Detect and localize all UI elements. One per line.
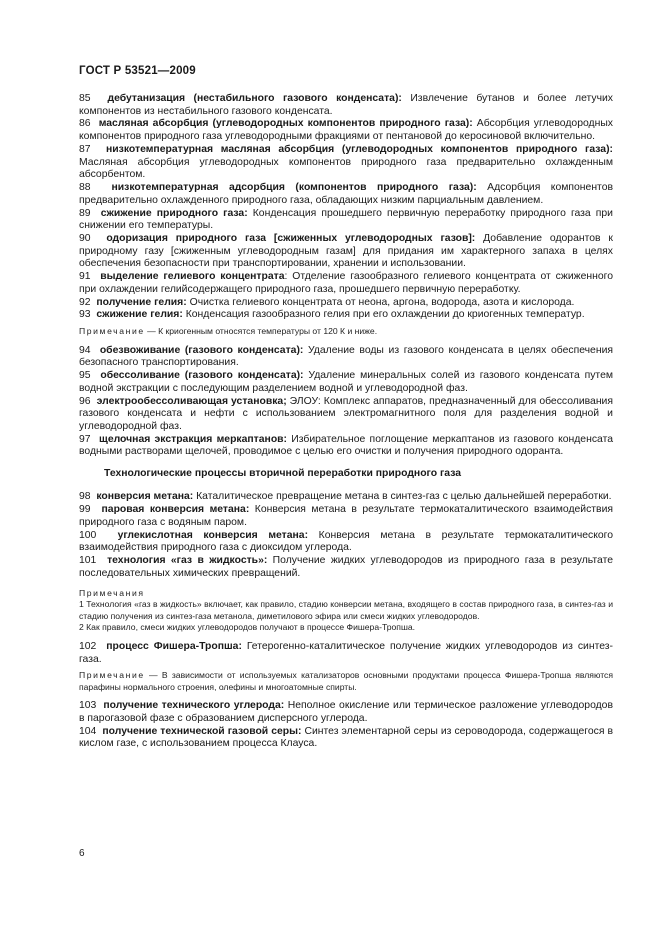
term-entry-91 <box>79 271 613 296</box>
term-name: обезвоживание (газового конденсата): <box>99 344 304 356</box>
term-definition: Добавление одорантов к природному газу [сжиженным углеводородным газам] для придания им характерного запаха в целях обеспечения безопасности при транспортировании, хранении и использовании. <box>79 233 613 270</box>
term-number: 104 <box>79 725 97 737</box>
term-definition: Гетерогенно-каталитическое получение жидких углеводородов из синтез-газа. <box>79 640 613 665</box>
term-entry-89 <box>79 208 613 233</box>
term-name: паровая конверсия метана: <box>101 504 250 516</box>
term-definition: Удаление минеральных солей из газового конденсата путем водной экстракции с последующим разделением водной и углеводородной фаз. <box>79 370 613 394</box>
term-definition: Очистка гелиевого концентрата от неона, аргона, водорода, азота и кислорода. <box>186 296 575 308</box>
term-number: 89 <box>79 207 91 219</box>
term-name: получение технического углерода: <box>103 700 285 712</box>
term-entry-88 <box>79 182 613 207</box>
term-name: выделение гелиевого концентрата <box>100 271 285 283</box>
term-number: 97 <box>79 433 91 445</box>
term-name: конверсия метана: <box>96 491 194 503</box>
term-number: 87 <box>79 143 91 155</box>
term-entry-98 <box>79 491 613 504</box>
notes-label: Примечания <box>79 588 145 599</box>
term-entry-85 <box>79 93 613 118</box>
term-name: низкотемпературная масляная абсорбция (углеводородных компонентов природного газа): <box>106 143 613 155</box>
term-entry-97 <box>79 434 613 459</box>
term-definition: Конверсия метана в результате термокаталитического взаимодействия природного газа с диоксидом углерода. <box>79 529 613 554</box>
term-name: получение технической газовой серы: <box>102 725 302 737</box>
term-name: сжижение природного газа: <box>100 207 248 219</box>
note-label: Примечание <box>79 670 145 681</box>
term-number: 94 <box>79 344 91 356</box>
term-name: электрообессоливающая установка; <box>96 395 287 407</box>
term-name: дебутанизация (нестабильного газового конденсата): <box>107 93 402 104</box>
term-entry-96 <box>79 396 613 434</box>
page-number: 6 <box>79 848 85 859</box>
term-group-b <box>79 345 613 459</box>
term-definition: : Отделение газообразного гелиевого концентрата от сжиженного при охлаждении гелийсодержащего природного газа, прошедшего первичную переработку. <box>79 271 613 295</box>
term-number: 103 <box>79 700 97 712</box>
term-entry-94 <box>79 345 613 370</box>
term-definition: Извлечение бутанов и более летучих компонентов из нестабильного газового конденсата. <box>79 93 613 117</box>
term-number: 86 <box>79 118 91 130</box>
term-definition: Конденсация газообразного гелия при его охлаждении до криогенных температур. <box>182 309 585 321</box>
term-entry-104 <box>79 726 613 751</box>
note-text: — К криогенным относятся температуры от 120 К и ниже. <box>144 326 378 337</box>
term-group-d <box>79 641 613 666</box>
term-name: технология «газ в жидкость»: <box>107 555 268 567</box>
term-name: обессоливание (газового конденсата): <box>100 370 304 382</box>
term-number: 88 <box>79 182 91 194</box>
term-number: 91 <box>79 271 91 283</box>
notes-gas-to-liquid <box>79 587 613 634</box>
term-group-c <box>79 491 613 580</box>
term-name: процесс Фишера-Тропша: <box>106 640 242 652</box>
term-name: щелочная экстракция меркаптанов: <box>99 433 288 445</box>
term-name: низкотемпературная адсорбция (компонентов природного газа): <box>111 182 477 194</box>
term-entry-90 <box>79 233 613 271</box>
term-definition: Конверсия метана в результате термокаталитического взаимодействия природного газа с водяным паром. <box>79 504 614 528</box>
term-definition: Каталитическое превращение метана в синтез-газ с целью дальнейшей переработки. <box>193 491 612 503</box>
term-entry-86 <box>79 118 613 143</box>
term-number: 99 <box>79 504 91 516</box>
term-name: одоризация природного газа [сжиженных углеводородных газов]: <box>106 233 476 245</box>
note-fischer-tropsch <box>79 670 613 693</box>
term-number: 95 <box>79 370 91 382</box>
term-name: масляная абсорбция (углеводородных компонентов природного газа): <box>98 118 473 130</box>
term-definition: Получение жидких углеводородов из природного газа в результате последовательных химических превращений. <box>79 555 613 579</box>
term-number: 92 <box>79 296 91 308</box>
term-number: 100 <box>79 529 97 541</box>
section-heading: Технологические процессы вторичной переработки природного газа <box>104 467 462 479</box>
term-definition: Избирательное поглощение меркаптанов из газового конденсата водными растворами щелочей, проводимое с целью его очистки и получения природного одоранта. <box>79 433 613 458</box>
term-number: 96 <box>79 395 91 407</box>
term-entry-102 <box>79 641 613 666</box>
term-entry-93 <box>79 309 613 322</box>
note-text: — В зависимости от используемых катализаторов основными продуктами процесса Фишера-Тропша являются парафины нормального строения, олефины и многоатомные спирты. <box>79 670 613 692</box>
term-name: углекислотная конверсия метана: <box>117 529 309 541</box>
term-name: получение гелия: <box>96 296 187 308</box>
term-entry-101 <box>79 555 613 580</box>
term-entry-100 <box>79 530 613 555</box>
term-entry-87 <box>79 144 613 182</box>
term-group-e <box>79 700 613 751</box>
term-definition: Удаление воды из газового конденсата в целях обеспечения безопасного транспортирования. <box>79 344 614 369</box>
term-group-a <box>79 93 613 322</box>
term-entry-103 <box>79 700 613 725</box>
term-definition: Масляная абсорбция углеводородных компонентов природного газа предварительно охлажденным абсорбентом. <box>79 156 613 181</box>
term-definition: Неполное окисление или термическое разложение углеводородов в парогазовой фазе с образованием дисперсного углерода. <box>79 700 613 724</box>
note-item: 2 Как правило, смеси жидких углеводородов получают в процессе Фишера-Тропша. <box>79 622 416 633</box>
note-label: Примечание <box>79 326 145 337</box>
term-definition: ЭЛОУ: Комплекс аппаратов, предназначенный для обессоливания газового конденсата и нефти с использованием электромагнитного поля для разделения водной и углеводородной фаз. <box>79 395 613 432</box>
term-definition: Адсорбция компонентов предварительно охлажденного природного газа, обладающих низким парциальным давлением. <box>79 182 613 206</box>
term-number: 98 <box>79 491 91 503</box>
term-number: 85 <box>79 93 91 104</box>
term-entry-99 <box>79 504 613 529</box>
note-cryogenic <box>79 326 613 338</box>
term-number: 90 <box>79 233 91 245</box>
term-number: 93 <box>79 309 91 321</box>
term-definition: Абсорбция углеводородных компонентов природного газа углеводородными фракциями от пентановой до керосиновой включительно. <box>79 118 613 143</box>
term-name: сжижение гелия: <box>96 309 183 321</box>
term-number: 101 <box>79 555 97 567</box>
term-entry-92 <box>79 297 613 310</box>
document-header: ГОСТ Р 53521—2009 <box>79 65 196 77</box>
note-item: 1 Технология «газ в жидкость» включает, как правило, стадию конверсии метана, входящего в состав природного газа, в синтез-газ и стадию получения из синтез-газа метанола, диметилового эфира или смеси жидких углеводородов. <box>79 599 613 621</box>
term-definition: Синтез элементарной серы из сероводорода, содержащегося в кислом газе, с использованием процесса Клауса. <box>79 725 613 750</box>
term-entry-95 <box>79 370 613 395</box>
term-number: 102 <box>79 640 97 652</box>
term-definition: Конденсация прошедшего первичную переработку природного газа при снижении его температуры. <box>79 207 613 232</box>
document-body <box>79 93 613 751</box>
